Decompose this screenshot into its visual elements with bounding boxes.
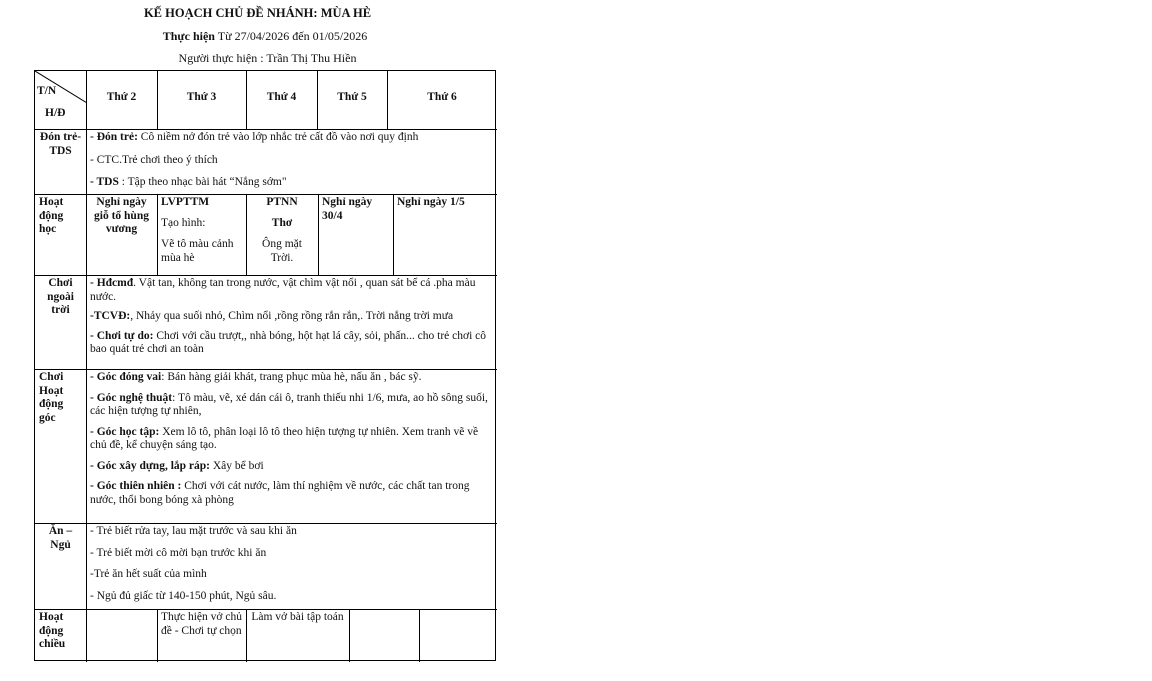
row-label-an-ngu: Ăn – Ngủ [48, 525, 73, 551]
hoc-tue-sub: Tạo hình: [161, 216, 206, 229]
row-label-don-tre: Đón trẻ- TDS [39, 131, 82, 157]
corner-bottom-label: H/Đ [45, 107, 66, 119]
goc-xay-dung-text: Xây bể bơi [210, 459, 264, 472]
an-ngu-line: -Trẻ ăn hết suất của mình [90, 568, 207, 580]
don-tre-bold: - Đón trẻ: [90, 131, 138, 143]
corner-top-label: T/N [37, 85, 57, 97]
day-header-fri: Thứ 6 [427, 91, 457, 103]
row-label-hoat-dong-hoc: Hoạt động học [39, 196, 64, 235]
column-divider [419, 609, 420, 662]
hoc-tue-title: LVPTTM [161, 196, 210, 208]
goc-thien-nhien-bold: - Góc thiên nhiên : [90, 480, 182, 492]
document-title: KẾ HOẠCH CHỦ ĐỀ NHÁNH: MÙA HÈ [143, 6, 372, 20]
tds-bold: - TDS [90, 176, 119, 188]
tcvd-bold: -TCVĐ: [90, 310, 131, 322]
choi-tu-do-text: Chơi với cầu trượt,, nhà bóng, hột hạt lá cây, sỏi, phấn... cho trẻ chơi cô bao quát trẻ chơi an toàn [90, 329, 487, 355]
tcvd-text: , Nhảy qua suối nhỏ, Chìm nổi ,rồng rồng rắn rắn,. Trời nắng trời mưa [130, 310, 454, 322]
hoc-tue-text: Vẽ tô màu cảnh mùa hè [161, 238, 234, 264]
column-divider [349, 609, 350, 662]
author-line: Người thực hiện : Trần Thị Thu Hiền [178, 51, 357, 65]
hoc-wed [246, 194, 318, 267]
choi-tu-do-bold: - Chơi tự do: [90, 329, 154, 342]
goc-dong-vai-text: : Bán hàng giải khát, trang phục mùa hè, nấu ăn , bác sỹ. [161, 371, 422, 383]
goc-content [86, 369, 497, 509]
goc-xay-dung-bold: - Góc xây dựng, lắp ráp: [90, 459, 210, 472]
hoc-wed-text: Ông mặt Trời. [262, 238, 302, 264]
day-header-tue: Thứ 3 [186, 91, 217, 103]
row-label-hoat-dong-goc: Chơi Hoạt động góc [39, 371, 64, 424]
day-header-mon: Thứ 2 [106, 91, 137, 103]
hdcmd-bold: - Hđcmđ [90, 277, 134, 289]
tds-text: : Tập theo nhạc bài hát “Nắng sớm" [118, 176, 287, 188]
ngoai-troi-content [86, 275, 497, 359]
hoc-mon: Nghỉ ngày giỗ tổ hùng vương [94, 196, 149, 235]
goc-thien-nhien-text: Chơi với cát nước, làm thí nghiệm về nước, các chất tan trong nước, thổi bong bóng xà phòng [90, 480, 470, 506]
hoc-fri: Nghỉ ngày 1/5 [397, 196, 465, 208]
hoc-thu: Nghỉ ngày 30/4 [322, 196, 373, 222]
goc-nghe-thuat-bold: - Góc nghệ thuật [90, 391, 173, 404]
an-ngu-content [86, 523, 497, 605]
period-line [0, 29, 530, 44]
day-header-thu: Thứ 5 [337, 91, 367, 103]
goc-nghe-thuat-text: : Tô màu, vẽ, xé dán cái ô, tranh thiếu nhi 1/6, mưa, ao hồ sông suối, các hiện tượng tự nhiên, [90, 391, 488, 417]
an-ngu-line: - Ngủ đủ giấc từ 140-150 phút, Ngủ sâu. [90, 589, 277, 602]
hdcmd-text: . Vật tan, không tan trong nước, vật chìm vật nổi , quan sát bể cá .pha màu nước. [90, 277, 476, 303]
hoc-tue [157, 194, 246, 267]
row-label-hoat-dong-chieu: Hoạt động chiều [39, 611, 66, 650]
goc-hoc-tap-bold: - Góc học tập: [90, 425, 160, 438]
chieu-tue: Thực hiện vở chủ đề - Chơi tự chọn [161, 611, 242, 637]
plan-table [34, 70, 496, 661]
hoc-wed-sub: Thơ [271, 216, 293, 229]
goc-dong-vai-bold: - Góc đóng vai [90, 371, 162, 383]
chieu-wed: Làm vở bài tập toán [251, 611, 344, 623]
period-value: Từ 27/04/2026 đến 01/05/2026 [214, 29, 368, 43]
don-tre-content [86, 129, 497, 192]
an-ngu-line: - Trẻ biết rửa tay, lau mặt trước và sau khi ăn [90, 525, 297, 537]
don-tre-text: Cô niềm nở đón trẻ vào lớp nhắc trẻ cất đồ vào nơi quy định [137, 131, 419, 143]
row-label-choi-ngoai-troi: Chơi ngoài trời [47, 277, 74, 316]
day-header-wed: Thứ 4 [266, 91, 297, 103]
an-ngu-line: - Trẻ biết mời cô mời bạn trước khi ăn [90, 546, 267, 559]
ctc-text: - CTC.Trẻ chơi theo ý thích [90, 153, 218, 166]
period-label: Thực hiện [162, 29, 215, 43]
hoc-wed-title: PTNN [266, 196, 298, 208]
goc-hoc-tap-text: Xem lô tô, phân loại lô tô theo hiện tượng tự nhiên. Xem tranh vẽ về chủ đề, kể chuyện sáng tạo. [90, 425, 479, 451]
